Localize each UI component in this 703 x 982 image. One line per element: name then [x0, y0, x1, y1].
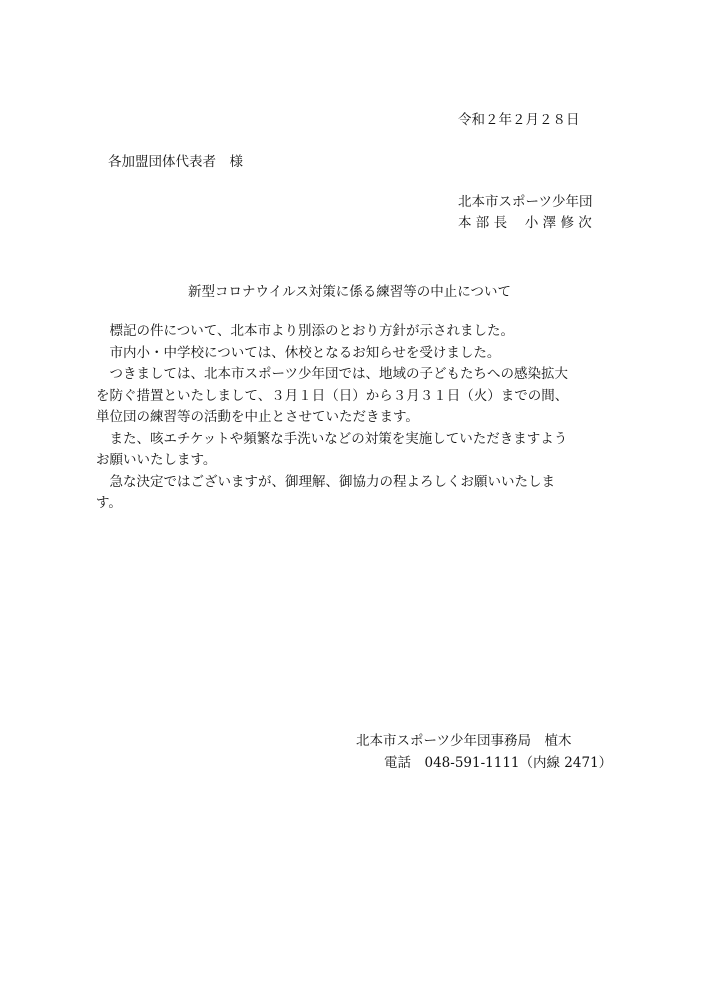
subject-text: 新型コロナウイルス対策に係る練習等の中止について: [188, 284, 511, 300]
body-line: 急な決定ではございますが、御理解、御協力の程よろしくお願いいたしま: [96, 473, 555, 490]
sender-organization: 北本市スポーツ少年団: [458, 194, 593, 210]
body-line: また、咳エチケットや頻繁な手洗いなどの対策を実施していただきますよう: [96, 430, 568, 447]
letter-body: [96, 321, 616, 515]
contact-block: [356, 731, 612, 774]
body-line: 市内小・中学校については、休校となるお知らせを受けました。: [96, 344, 501, 361]
body-line: を防ぐ措置といたしまして、３月１日（日）から３月３１日（火）までの間、: [96, 387, 569, 404]
body-line: す。: [96, 495, 122, 511]
sender-title-name: 本 部 長 小 澤 修 次: [458, 215, 592, 231]
body-line: 単位団の練習等の活動を中止とさせていただきます。: [96, 409, 419, 425]
subject-line: [0, 280, 703, 300]
body-line: つきましては、北本市スポーツ少年団では、地域の子どもたちへの感染拡大: [96, 366, 568, 382]
body-line: 標記の件について、北本市より別添のとおり方針が示されました。: [96, 323, 514, 339]
contact-phone: 電話 048-591-1111（内線 2471）: [384, 754, 613, 771]
addressee: 各加盟団体代表者 様: [108, 154, 243, 170]
sender-block: [458, 192, 592, 234]
contact-office: 北本市スポーツ少年団事務局 植木: [356, 733, 572, 749]
body-line: お願いいたします。: [96, 452, 217, 468]
letter-date: 令和２年２月２８日: [458, 112, 580, 128]
